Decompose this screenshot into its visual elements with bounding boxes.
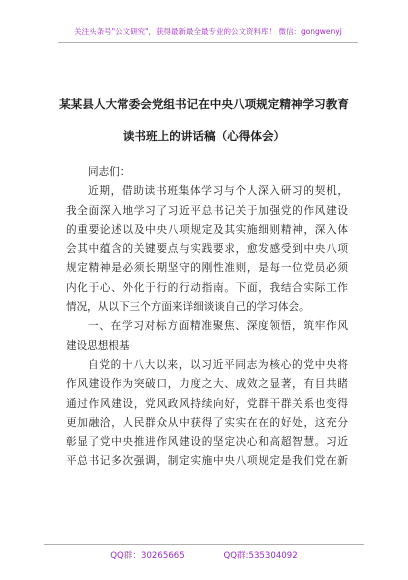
document-title-line2: 读书班上的讲话稿（心得体会） [122,129,286,143]
footer-bar [44,544,364,561]
paragraph-line: 内化于心、外化于行的行动指南。下面，我结合实际工作 [66,281,348,294]
paragraph-line: 平总书记多次强调，制定实施中央八项规定是我们党在新 [66,455,348,468]
paragraph-line: 通过作风建设，党风政风持续向好，党群干群关系也变得 [66,397,348,410]
footer-qq-group-1: QQ群：30265665 [110,551,185,561]
paragraph-line: 的重要论述以及中央八项规定及其实施细则精神，深入体 [66,223,348,236]
top-banner: 关注头条号"公文研究"，获得最新最全最专业的公文资料库！ 微信：gongwenyj [58,26,358,43]
paragraph-line: 自党的十八大以来，以习近平同志为核心的党中央将 [88,358,348,371]
footer-qq-group-2: QQ群:535304092 [223,551,298,561]
paragraph-line: 我全面深入地学习了习近平总书记关于加强党的作风建设 [66,204,348,217]
section-heading-line: 建设思想根基 [66,339,130,352]
paragraph-line: 近期，借助读书班集体学习与个人深入研习的契机， [88,185,348,198]
paragraph-line: 更加融洽，人民群众从中获得了实实在在的好处，这充分 [66,416,348,429]
paragraph-line: 情况，从以下三个方面来详细谈谈自己的学习体会。 [66,301,310,314]
section-heading-line: 一、在学习对标方面精准聚焦、深度领悟，筑牢作风 [88,320,348,333]
paragraph-line: 彰显了党中央推进作风建设的坚定决心和高超智慧。习近 [66,436,348,449]
document-body [66,163,348,472]
paragraph-line: 会其中蕴含的关键要点与实践要求，愈发感受到中央八项 [66,243,348,256]
paragraph-line: 规定精神是必须长期坚守的刚性准则，是每一位党员必须 [66,262,348,275]
document-title-line1: 某某县人大常委会党组书记在中央八项规定精神学习教育 [59,97,349,111]
salutation: 同志们： [88,166,131,178]
paragraph-line: 作风建设作为突破口，力度之大、成效之显著，有目共睹 [66,378,348,391]
